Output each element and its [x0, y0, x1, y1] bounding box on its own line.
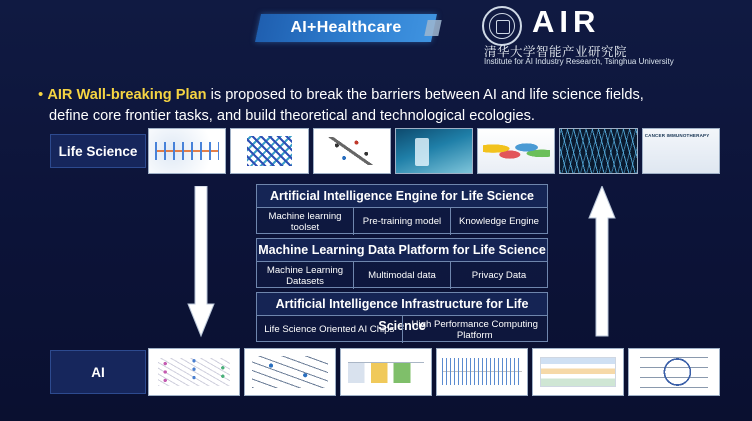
molecule-model-image [313, 128, 391, 174]
panel-title: Machine Learning Data Platform for Life Science [257, 239, 547, 262]
arrow-down-icon [187, 186, 215, 338]
cancer-immunotherapy-image [642, 128, 720, 174]
dna-helix-image [559, 128, 637, 174]
logo-chinese-name: 清华大学智能产业研究院 [484, 45, 628, 59]
panel-item: Life Science Oriented AI Chips [264, 324, 395, 335]
panel-ai-engine [256, 184, 548, 234]
air-logo [482, 4, 744, 66]
panel-body [257, 262, 547, 289]
thumb-caption: CANCER IMMUNOTHERAPY [644, 133, 710, 138]
logo-acronym: AIR [532, 4, 601, 39]
panel-item: Privacy Data [450, 262, 547, 289]
tsinghua-seal-icon [482, 6, 522, 46]
headline-highlight: AIR Wall-breaking Plan [47, 87, 207, 103]
headline-line2: define core frontier tasks, and build theoretical and technological ecologies. [49, 108, 535, 124]
arrow-up-icon [588, 186, 616, 338]
dna-strand-image [148, 128, 226, 174]
circuit-diagram [628, 348, 720, 396]
panel-item: Multimodal data [353, 262, 450, 289]
headline-line1-rest: is proposed to break the barriers between AI and life science fields, [206, 87, 644, 103]
pills-medicine-image [477, 128, 555, 174]
panel-title: Artificial Intelligence Engine for Life Science [257, 185, 547, 208]
slide-title: AI+Healthcare [290, 19, 402, 36]
panel-title: Artificial Intelligence Infrastructure for Life Science [257, 293, 547, 316]
signal-transform-diagram [436, 348, 528, 396]
ai-row-label: AI [50, 350, 146, 394]
headline-bullet [38, 84, 718, 127]
panel-item: Pre-training model [353, 208, 450, 235]
slide-title-banner [258, 14, 434, 42]
protein-structure-image [230, 128, 308, 174]
bullet-marker: • [38, 86, 44, 103]
life-science-image-strip [148, 128, 720, 174]
life-science-row-label: Life Science [50, 134, 146, 168]
panel-body [257, 208, 547, 235]
laboratory-image [395, 128, 473, 174]
ai-image-strip [148, 348, 720, 396]
panel-body [257, 316, 547, 343]
pipeline-flow-diagram [340, 348, 432, 396]
neural-network-diagram [148, 348, 240, 396]
panel-ml-data-platform [256, 238, 548, 288]
panel-ai-infrastructure [256, 292, 548, 342]
panel-item: High Performance Computing Platform [402, 316, 548, 343]
graph-network-diagram [244, 348, 336, 396]
logo-english-name: Institute for AI Industry Research, Tsinghua University [484, 57, 674, 66]
panel-item: Machine learning toolset [268, 210, 342, 233]
model-stack-diagram [532, 348, 624, 396]
panel-item: Knowledge Engine [450, 208, 547, 235]
panel-item: Machine Learning Datasets [266, 264, 344, 287]
